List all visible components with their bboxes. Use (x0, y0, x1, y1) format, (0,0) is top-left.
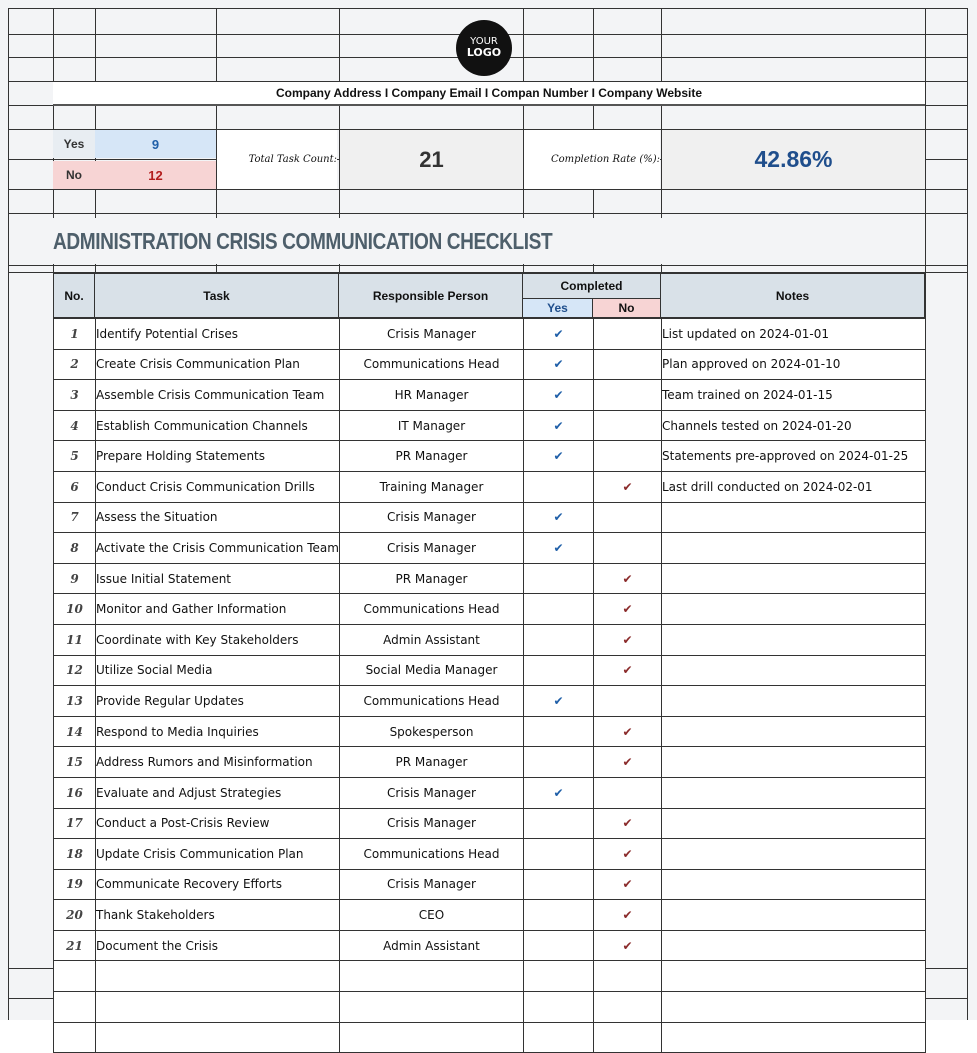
notes-cell (662, 930, 926, 961)
row-number: 4 (54, 410, 96, 441)
empty-cell (594, 1022, 662, 1053)
completed-yes-cell[interactable] (524, 716, 594, 747)
empty-cell (96, 961, 340, 992)
responsible-cell: Crisis Manager (340, 502, 524, 533)
table-row (54, 777, 926, 808)
completed-yes-cell[interactable]: ✔ (524, 380, 594, 411)
notes-cell: Team trained on 2024-01-15 (662, 380, 926, 411)
task-cell: Thank Stakeholders (96, 900, 340, 931)
task-cell: Monitor and Gather Information (96, 594, 340, 625)
empty-cell (524, 1022, 594, 1053)
row-number: 19 (54, 869, 96, 900)
empty-cell (662, 961, 926, 992)
completed-yes-cell[interactable] (524, 747, 594, 778)
yes-count: 9 (95, 130, 216, 158)
completed-no-cell[interactable]: ✔ (594, 563, 662, 594)
gridline (8, 8, 968, 9)
responsible-cell: Communications Head (340, 839, 524, 870)
completed-yes-cell[interactable] (524, 624, 594, 655)
notes-cell (662, 563, 926, 594)
completed-no-cell[interactable] (594, 319, 662, 350)
responsible-cell: Crisis Manager (340, 869, 524, 900)
no-count: 12 (95, 161, 216, 189)
responsible-cell: PR Manager (340, 563, 524, 594)
completed-yes-cell[interactable]: ✔ (524, 410, 594, 441)
completed-no-cell[interactable] (594, 533, 662, 564)
notes-cell (662, 808, 926, 839)
table-row (54, 930, 926, 961)
row-number: 2 (54, 349, 96, 380)
empty-cell (340, 992, 524, 1023)
responsible-cell: Crisis Manager (340, 319, 524, 350)
column-header-notes: Notes (661, 273, 925, 318)
table-row (54, 441, 926, 472)
completion-rate-value: 42.86% (662, 130, 925, 189)
completed-no-cell[interactable] (594, 777, 662, 808)
table-row (54, 349, 926, 380)
task-cell: Prepare Holding Statements (96, 441, 340, 472)
notes-cell (662, 716, 926, 747)
completed-yes-cell[interactable] (524, 808, 594, 839)
completed-yes-cell[interactable] (524, 900, 594, 931)
task-cell: Establish Communication Channels (96, 410, 340, 441)
table-row (54, 533, 926, 564)
task-cell: Coordinate with Key Stakeholders (96, 624, 340, 655)
task-cell: Document the Crisis (96, 930, 340, 961)
completed-yes-cell[interactable]: ✔ (524, 441, 594, 472)
gridline (8, 213, 968, 214)
completed-no-cell[interactable] (594, 349, 662, 380)
row-number: 20 (54, 900, 96, 931)
row-number: 12 (54, 655, 96, 686)
responsible-cell: Admin Assistant (340, 624, 524, 655)
empty-cell (594, 992, 662, 1023)
responsible-cell: Spokesperson (340, 716, 524, 747)
yes-label: Yes (53, 130, 95, 158)
notes-cell (662, 624, 926, 655)
notes-cell: Statements pre-approved on 2024-01-25 (662, 441, 926, 472)
column-header-responsible: Responsible Person (339, 273, 523, 318)
notes-cell: Last drill conducted on 2024-02-01 (662, 471, 926, 502)
responsible-cell: Crisis Manager (340, 533, 524, 564)
table-row (54, 563, 926, 594)
task-cell: Communicate Recovery Efforts (96, 869, 340, 900)
table-row (54, 839, 926, 870)
notes-cell: Channels tested on 2024-01-20 (662, 410, 926, 441)
responsible-cell: Training Manager (340, 471, 524, 502)
task-cell: Identify Potential Crises (96, 319, 340, 350)
empty-cell (594, 961, 662, 992)
table-row (54, 380, 926, 411)
completed-yes-cell[interactable]: ✔ (524, 533, 594, 564)
task-cell: Utilize Social Media (96, 655, 340, 686)
responsible-cell: Communications Head (340, 349, 524, 380)
responsible-cell: Crisis Manager (340, 808, 524, 839)
empty-cell (524, 992, 594, 1023)
notes-cell (662, 900, 926, 931)
column-header-yes: Yes (523, 299, 593, 318)
completed-no-cell[interactable]: ✔ (594, 900, 662, 931)
checklist-table (53, 318, 926, 1053)
empty-cell (96, 1022, 340, 1053)
completed-no-cell[interactable]: ✔ (594, 747, 662, 778)
task-cell: Evaluate and Adjust Strategies (96, 777, 340, 808)
completed-yes-cell[interactable]: ✔ (524, 319, 594, 350)
table-row (54, 747, 926, 778)
column-header-completed: Completed (523, 273, 661, 299)
task-cell: Address Rumors and Misinformation (96, 747, 340, 778)
task-cell: Update Crisis Communication Plan (96, 839, 340, 870)
notes-cell: List updated on 2024-01-01 (662, 319, 926, 350)
completed-yes-cell[interactable]: ✔ (524, 349, 594, 380)
table-row (54, 594, 926, 625)
completed-yes-cell[interactable] (524, 930, 594, 961)
notes-cell (662, 839, 926, 870)
task-cell: Create Crisis Communication Plan (96, 349, 340, 380)
empty-cell (54, 1022, 96, 1053)
task-cell: Assess the Situation (96, 502, 340, 533)
task-cell: Conduct a Post-Crisis Review (96, 808, 340, 839)
completed-yes-cell[interactable] (524, 563, 594, 594)
total-task-count-value: 21 (340, 130, 523, 189)
notes-cell (662, 686, 926, 717)
row-number: 13 (54, 686, 96, 717)
row-number: 14 (54, 716, 96, 747)
completed-no-cell[interactable]: ✔ (594, 839, 662, 870)
row-number: 18 (54, 839, 96, 870)
row-number: 7 (54, 502, 96, 533)
column-header-task: Task (95, 273, 339, 318)
task-cell: Respond to Media Inquiries (96, 716, 340, 747)
row-number: 3 (54, 380, 96, 411)
completed-no-cell[interactable]: ✔ (594, 869, 662, 900)
row-number: 5 (54, 441, 96, 472)
empty-cell (54, 961, 96, 992)
empty-row (54, 1022, 926, 1053)
checklist-rows (54, 319, 926, 1053)
row-number: 16 (54, 777, 96, 808)
notes-cell: Plan approved on 2024-01-10 (662, 349, 926, 380)
row-number: 9 (54, 563, 96, 594)
column-header-no-completed: No (593, 299, 661, 318)
task-cell: Conduct Crisis Communication Drills (96, 471, 340, 502)
task-cell: Assemble Crisis Communication Team (96, 380, 340, 411)
row-number: 15 (54, 747, 96, 778)
table-row (54, 869, 926, 900)
empty-cell (662, 992, 926, 1023)
empty-cell (340, 1022, 524, 1053)
table-row (54, 471, 926, 502)
empty-cell (54, 992, 96, 1023)
total-task-count-label-text: Total Task Count: (248, 154, 337, 165)
notes-cell (662, 594, 926, 625)
empty-cell (96, 992, 340, 1023)
completed-no-cell[interactable]: ✔ (594, 808, 662, 839)
gridline (8, 265, 968, 266)
responsible-cell: Communications Head (340, 594, 524, 625)
notes-cell (662, 869, 926, 900)
empty-row (54, 961, 926, 992)
completed-no-cell[interactable] (594, 380, 662, 411)
row-number: 21 (54, 930, 96, 961)
completed-no-cell[interactable] (594, 686, 662, 717)
task-cell: Activate the Crisis Communication Team (96, 533, 340, 564)
notes-cell (662, 533, 926, 564)
row-number: 6 (54, 471, 96, 502)
logo-line-2: LOGO (466, 46, 502, 60)
column-header-no: No. (53, 273, 95, 318)
responsible-cell: Crisis Manager (340, 777, 524, 808)
responsible-cell: HR Manager (340, 380, 524, 411)
page-title-text: ADMINISTRATION CRISIS COMMUNICATION CHECKLIST (53, 227, 553, 254)
no-label: No (53, 161, 95, 189)
table-row (54, 410, 926, 441)
row-number: 17 (54, 808, 96, 839)
completed-no-cell[interactable] (594, 441, 662, 472)
completed-no-cell[interactable] (594, 410, 662, 441)
responsible-cell: Social Media Manager (340, 655, 524, 686)
gridline (8, 189, 968, 190)
notes-cell (662, 655, 926, 686)
completed-yes-cell[interactable] (524, 594, 594, 625)
table-row (54, 319, 926, 350)
table-row (54, 808, 926, 839)
company-info-text: Company Address I Company Email I Compan Number I Company Website (275, 86, 703, 100)
completed-yes-cell[interactable] (524, 471, 594, 502)
table-row (54, 655, 926, 686)
logo-line-1: YOUR (470, 35, 498, 47)
empty-cell (524, 961, 594, 992)
table-row (54, 900, 926, 931)
total-task-count-label (217, 130, 337, 189)
responsible-cell: IT Manager (340, 410, 524, 441)
row-number: 11 (54, 624, 96, 655)
page-title (53, 218, 925, 264)
empty-cell (662, 1022, 926, 1053)
task-cell: Provide Regular Updates (96, 686, 340, 717)
completed-no-cell[interactable] (594, 502, 662, 533)
responsible-cell: Admin Assistant (340, 930, 524, 961)
notes-cell (662, 502, 926, 533)
responsible-cell: CEO (340, 900, 524, 931)
notes-cell (662, 777, 926, 808)
row-number: 1 (54, 319, 96, 350)
completed-yes-cell[interactable] (524, 655, 594, 686)
completed-no-cell[interactable]: ✔ (594, 594, 662, 625)
notes-cell (662, 747, 926, 778)
table-row (54, 624, 926, 655)
responsible-cell: PR Manager (340, 441, 524, 472)
completed-yes-cell[interactable]: ✔ (524, 777, 594, 808)
completed-no-cell[interactable]: ✔ (594, 624, 662, 655)
table-row (54, 502, 926, 533)
completed-no-cell[interactable]: ✔ (594, 716, 662, 747)
row-number: 10 (54, 594, 96, 625)
empty-cell (340, 961, 524, 992)
completed-no-cell[interactable]: ✔ (594, 930, 662, 961)
completed-yes-cell[interactable]: ✔ (524, 502, 594, 533)
completion-rate-label-text: Completion Rate (%): (550, 154, 660, 165)
empty-row (54, 992, 926, 1023)
company-info-bar (53, 82, 925, 106)
completed-yes-cell[interactable]: ✔ (524, 686, 594, 717)
completed-yes-cell[interactable] (524, 839, 594, 870)
company-logo (456, 20, 512, 76)
completed-yes-cell[interactable] (524, 869, 594, 900)
row-number: 8 (54, 533, 96, 564)
responsible-cell: Communications Head (340, 686, 524, 717)
table-row (54, 716, 926, 747)
completion-rate-label (524, 130, 660, 189)
task-cell: Issue Initial Statement (96, 563, 340, 594)
responsible-cell: PR Manager (340, 747, 524, 778)
completed-no-cell[interactable]: ✔ (594, 471, 662, 502)
completed-no-cell[interactable]: ✔ (594, 655, 662, 686)
table-row (54, 686, 926, 717)
